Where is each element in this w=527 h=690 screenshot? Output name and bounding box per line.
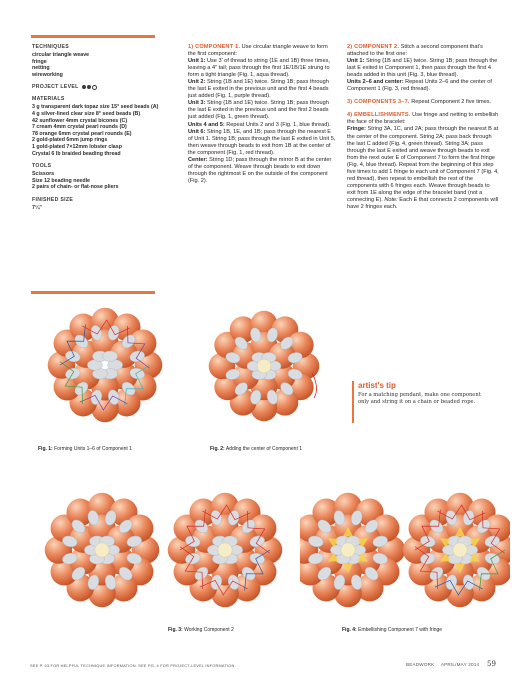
materials-list [32, 104, 160, 157]
tools-list [32, 171, 160, 191]
figure-2-illustration [192, 298, 342, 438]
figure-2-caption-text: Adding the center of Component 1 [225, 446, 303, 452]
figure-3-caption [168, 627, 234, 633]
step-2 [347, 44, 499, 93]
note-label: Note: [384, 196, 398, 203]
material-item: 2 gold-plated 6mm jump rings [32, 137, 108, 144]
c2-units-2-6-text: Repeat Units 2–6 and the center of Component 1 (Fig. 3, red thread). [347, 79, 492, 93]
step-3-heading: 3) COMPONENTS 3–7. [347, 99, 410, 106]
figure-1-label: Fig. 1: [38, 446, 53, 452]
figure-4-label: Fig. 4: [342, 627, 357, 633]
footer-note: SEE P. 93 FOR HELPFUL TECHNIQUE INFORMATION. SEE PG. 4 FOR PROJECT-LEVEL INFORMATION. [30, 663, 236, 668]
sidebar [32, 44, 160, 212]
step-3-text: Repeat Component 2 five times. [411, 99, 492, 106]
tip-text: For a matching pendant, make one component only and string it on a chain or beaded rope. [358, 392, 481, 405]
note-text: Each E that connects 2 components will have 2 fringes each. [347, 196, 499, 210]
c2-units-2-6-label: Units 2–6 and center: [347, 79, 404, 86]
center-pearl [218, 543, 233, 558]
step-3 [347, 99, 499, 106]
step-2-heading: 2) COMPONENT 2. [347, 44, 400, 50]
c2-unit-1-label: Unit 1: [347, 58, 365, 65]
unit-3-text: String {1B and 1E} twice. String 1B; pass through the last E exited in the previous unit and the first 2 beads just added (Fig. 1, green thread). [188, 100, 329, 121]
seed-bead [103, 351, 118, 362]
figure-1-caption [38, 446, 132, 452]
center-pearl [341, 543, 356, 558]
fringe-label: Fringe: [347, 126, 366, 133]
figure-4-caption-text: Embellishing Component 7 with fringe [358, 627, 443, 633]
tool-item: 2 pairs of chain- or flat-nose pliers [32, 184, 119, 191]
materials-title: MATERIALS [32, 96, 65, 103]
technique-item: fringe [32, 58, 47, 65]
figure-3-label: Fig. 3: [168, 627, 183, 633]
center-pearl [453, 543, 468, 558]
page-number: 59 [487, 660, 496, 668]
center-pearl [257, 359, 271, 373]
material-item: 42 sunflower 4mm crystal bicones (C) [32, 117, 128, 124]
technique-item: wireworking [32, 71, 63, 78]
instructions-column-2 [347, 44, 499, 217]
figure-1-illustration [30, 290, 180, 440]
figure-3-illustration [30, 480, 320, 620]
techniques-title: TECHNIQUES [32, 44, 70, 50]
instructions-column-1 [188, 44, 336, 191]
step-1 [188, 44, 336, 185]
tip-title: artist's tip [358, 381, 396, 390]
footer-magazine [406, 662, 479, 667]
figure-3-caption-text: Working Component 2 [184, 627, 234, 633]
project-level-label: PROJECT LEVEL [32, 84, 79, 91]
step-4-heading: 4) EMBELLISHMENTS. [347, 112, 411, 119]
step-1-intro: Use circular triangle weave to form the first component: [188, 44, 328, 58]
finished-size-title: FINISHED SIZE [32, 196, 74, 203]
figure-2-caption [210, 446, 302, 452]
technique-item: netting [32, 65, 50, 72]
techniques-list [32, 52, 160, 78]
unit-1-label: Unit 1: [188, 58, 206, 65]
sidebar-top-rule [31, 35, 155, 38]
material-item: Crystal 6 lb braided beading thread [32, 150, 121, 157]
material-item: 4 g silver-lined clear size 8° seed beads (B) [32, 110, 141, 117]
center-label: Center: [188, 156, 208, 163]
center-pearl [95, 543, 110, 558]
footer-issue: APRIL/MAY 2014 [440, 662, 480, 667]
figure-4-caption [342, 627, 442, 633]
figure-1-caption-text: Forming Units 1–6 of Component 1 [54, 446, 132, 452]
unit-6-label: Unit 6: [188, 128, 206, 135]
material-item: 1 gold-plated 7×12mm lobster clasp [32, 143, 122, 150]
tool-item: Size 12 beading needle [32, 177, 90, 184]
technique-item: circular triangle weave [32, 52, 90, 58]
tool-item: Scissors [32, 171, 55, 178]
material-item: 78 orange 6mm crystal pearl rounds (E) [32, 130, 132, 137]
step-4 [347, 112, 499, 211]
footer-magazine-name: BEADWORK [406, 662, 435, 667]
project-level-icon [82, 85, 97, 90]
unit-1-text: Use 3' of thread to string {1E and 1B} three times, leaving a 4" tail; pass through the first 1E/1B/1E strung to form a tight triangle (Fig. 1, aqua thread). [188, 58, 330, 79]
figure-4-illustration [300, 470, 510, 625]
tip-bar [352, 381, 354, 423]
unit-3-label: Unit 3: [188, 100, 206, 107]
tools-title: TOOLS [32, 163, 52, 170]
artist-tip [352, 381, 492, 406]
finished-size: 7¼" [32, 204, 42, 211]
unit-6-text: String 1B, 1E, and 1B; pass through the nearest E of Unit 1. String 1B; pass through the last E exited in Unit 5, then weave through beads to exit from 1B at the center of the component (Fig. 1, red thread). [188, 128, 336, 156]
material-item: 7 cream 4mm crystal pearl rounds (D) [32, 124, 127, 131]
units-4-5-label: Units 4 and 5: [188, 121, 225, 128]
center-text: String 1D; pass through the mirror B at the center of the component. Weave through beads to exit down through the rightmost E on the outside of the component (Fig. 2). [188, 156, 332, 184]
units-4-5-text: Repeat Units 2 and 3 (Fig. 1, blue thread). [226, 121, 331, 128]
figure-2-label: Fig. 2: [210, 446, 225, 452]
material-item: 3 g transparent dark topaz size 15° seed beads (A) [32, 104, 159, 111]
unit-2-text: String {1B and 1E} twice. String 1B; pass through the last E exited in the previous unit and the first 4 beads just added (Fig. 1, purple thread). [188, 79, 329, 100]
fringe-text: String 3A, 1C, and 2A; pass through the nearest B at the center of the component. String 2A; pass back through the last C added (Fig. 4, green thread). String 3A; pass through the last E exited and weave through beads to exit from the next outer E of Component 7 to form the first fringe (Fig. 4, blue thread). Repeat from the beginning of this step five times to add 1 fringe to each unit of Component 7 (Fig. 4, red thread), then repeat to embellish the rest of the components with 6 fringes each. Weave through beads to exit from 1E along the edge of the bracelet band (not a connecting E). [347, 126, 499, 203]
step-4-intro: Use fringe and netting to embellish the face of the bracelet: [347, 112, 499, 126]
step-2-intro: Stitch a second component that's attached to the first one: [347, 44, 483, 58]
step-1-heading: 1) COMPONENT 1. [188, 44, 241, 50]
unit-2-label: Unit 2: [188, 79, 206, 86]
c2-unit-1-text: String {1B and 1E} twice. String 1B; pass through the last E exited in Component 1, then pass through the first 4 beads added in this unit (Fig. 3, blue thread). [347, 58, 498, 79]
